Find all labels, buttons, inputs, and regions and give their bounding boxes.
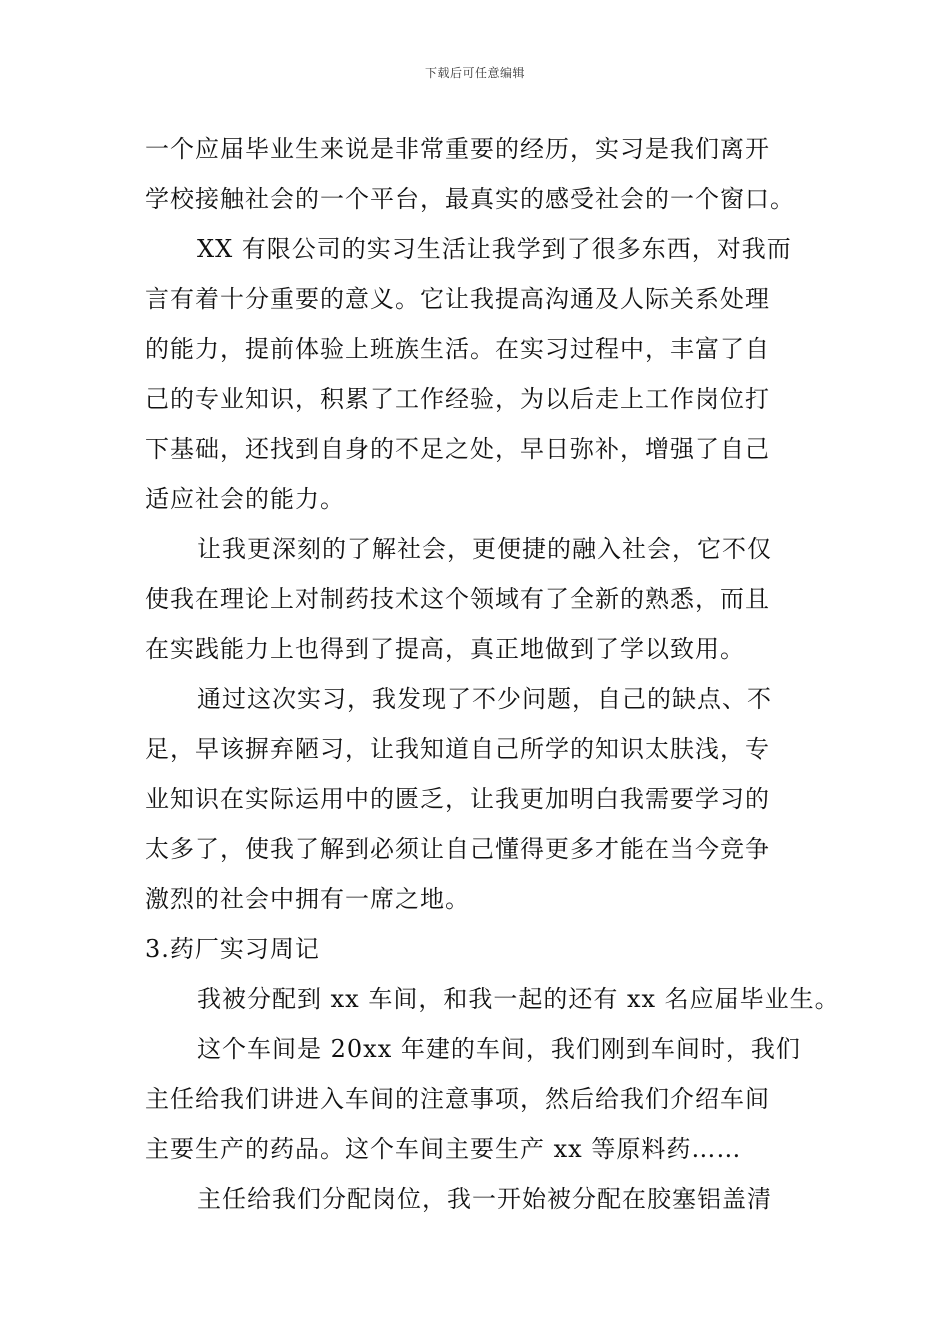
text-line: 这个车间是 20xx 年建的车间，我们刚到车间时，我们 [197, 1035, 801, 1063]
text-line: 下基础，还找到自身的不足之处，早日弥补，增强了自己 [145, 435, 770, 463]
document-body [145, 124, 840, 1224]
section-heading: 3.药厂实习周记 [145, 935, 320, 963]
text-line: 的能力，提前体验上班族生活。在实习过程中，丰富了自 [145, 335, 770, 363]
text-line: 己的专业知识，积累了工作经验，为以后走上工作岗位打 [145, 385, 770, 413]
text-line: 主任给我们讲进入车间的注意事项，然后给我们介绍车间 [145, 1085, 770, 1113]
text-line: 我被分配到 xx 车间，和我一起的还有 xx 名应届毕业生。 [197, 985, 840, 1013]
text-line: 主要生产的药品。这个车间主要生产 xx 等原料药…… [145, 1135, 742, 1163]
text-line: 一个应届毕业生来说是非常重要的经历，实习是我们离开 [145, 135, 770, 163]
text-line: 太多了，使我了解到必须让自己懂得更多才能在当今竞争 [145, 835, 770, 863]
text-line: 学校接触社会的一个平台，最真实的感受社会的一个窗口。 [145, 185, 795, 213]
text-line: 足，早该摒弃陋习，让我知道自己所学的知识太肤浅，专 [145, 735, 770, 763]
text-line: 激烈的社会中拥有一席之地。 [145, 885, 470, 913]
text-line: 在实践能力上也得到了提高，真正地做到了学以致用。 [145, 635, 745, 663]
text-line: 使我在理论上对制药技术这个领域有了全新的熟悉，而且 [145, 585, 770, 613]
text-line: 言有着十分重要的意义。它让我提高沟通及人际关系处理 [145, 285, 770, 313]
text-line: XX 有限公司的实习生活让我学到了很多东西，对我而 [197, 235, 792, 263]
page-header: 下载后可任意编辑 [424, 66, 525, 80]
text-line: 适应社会的能力。 [145, 485, 345, 513]
text-line: 主任给我们分配岗位，我一开始被分配在胶塞铝盖清 [197, 1185, 772, 1213]
text-line: 让我更深刻的了解社会，更便捷的融入社会，它不仅 [197, 535, 772, 563]
text-line: 业知识在实际运用中的匮乏，让我更加明白我需要学习的 [145, 785, 770, 813]
text-line: 通过这次实习，我发现了不少问题，自己的缺点、不 [197, 685, 772, 713]
